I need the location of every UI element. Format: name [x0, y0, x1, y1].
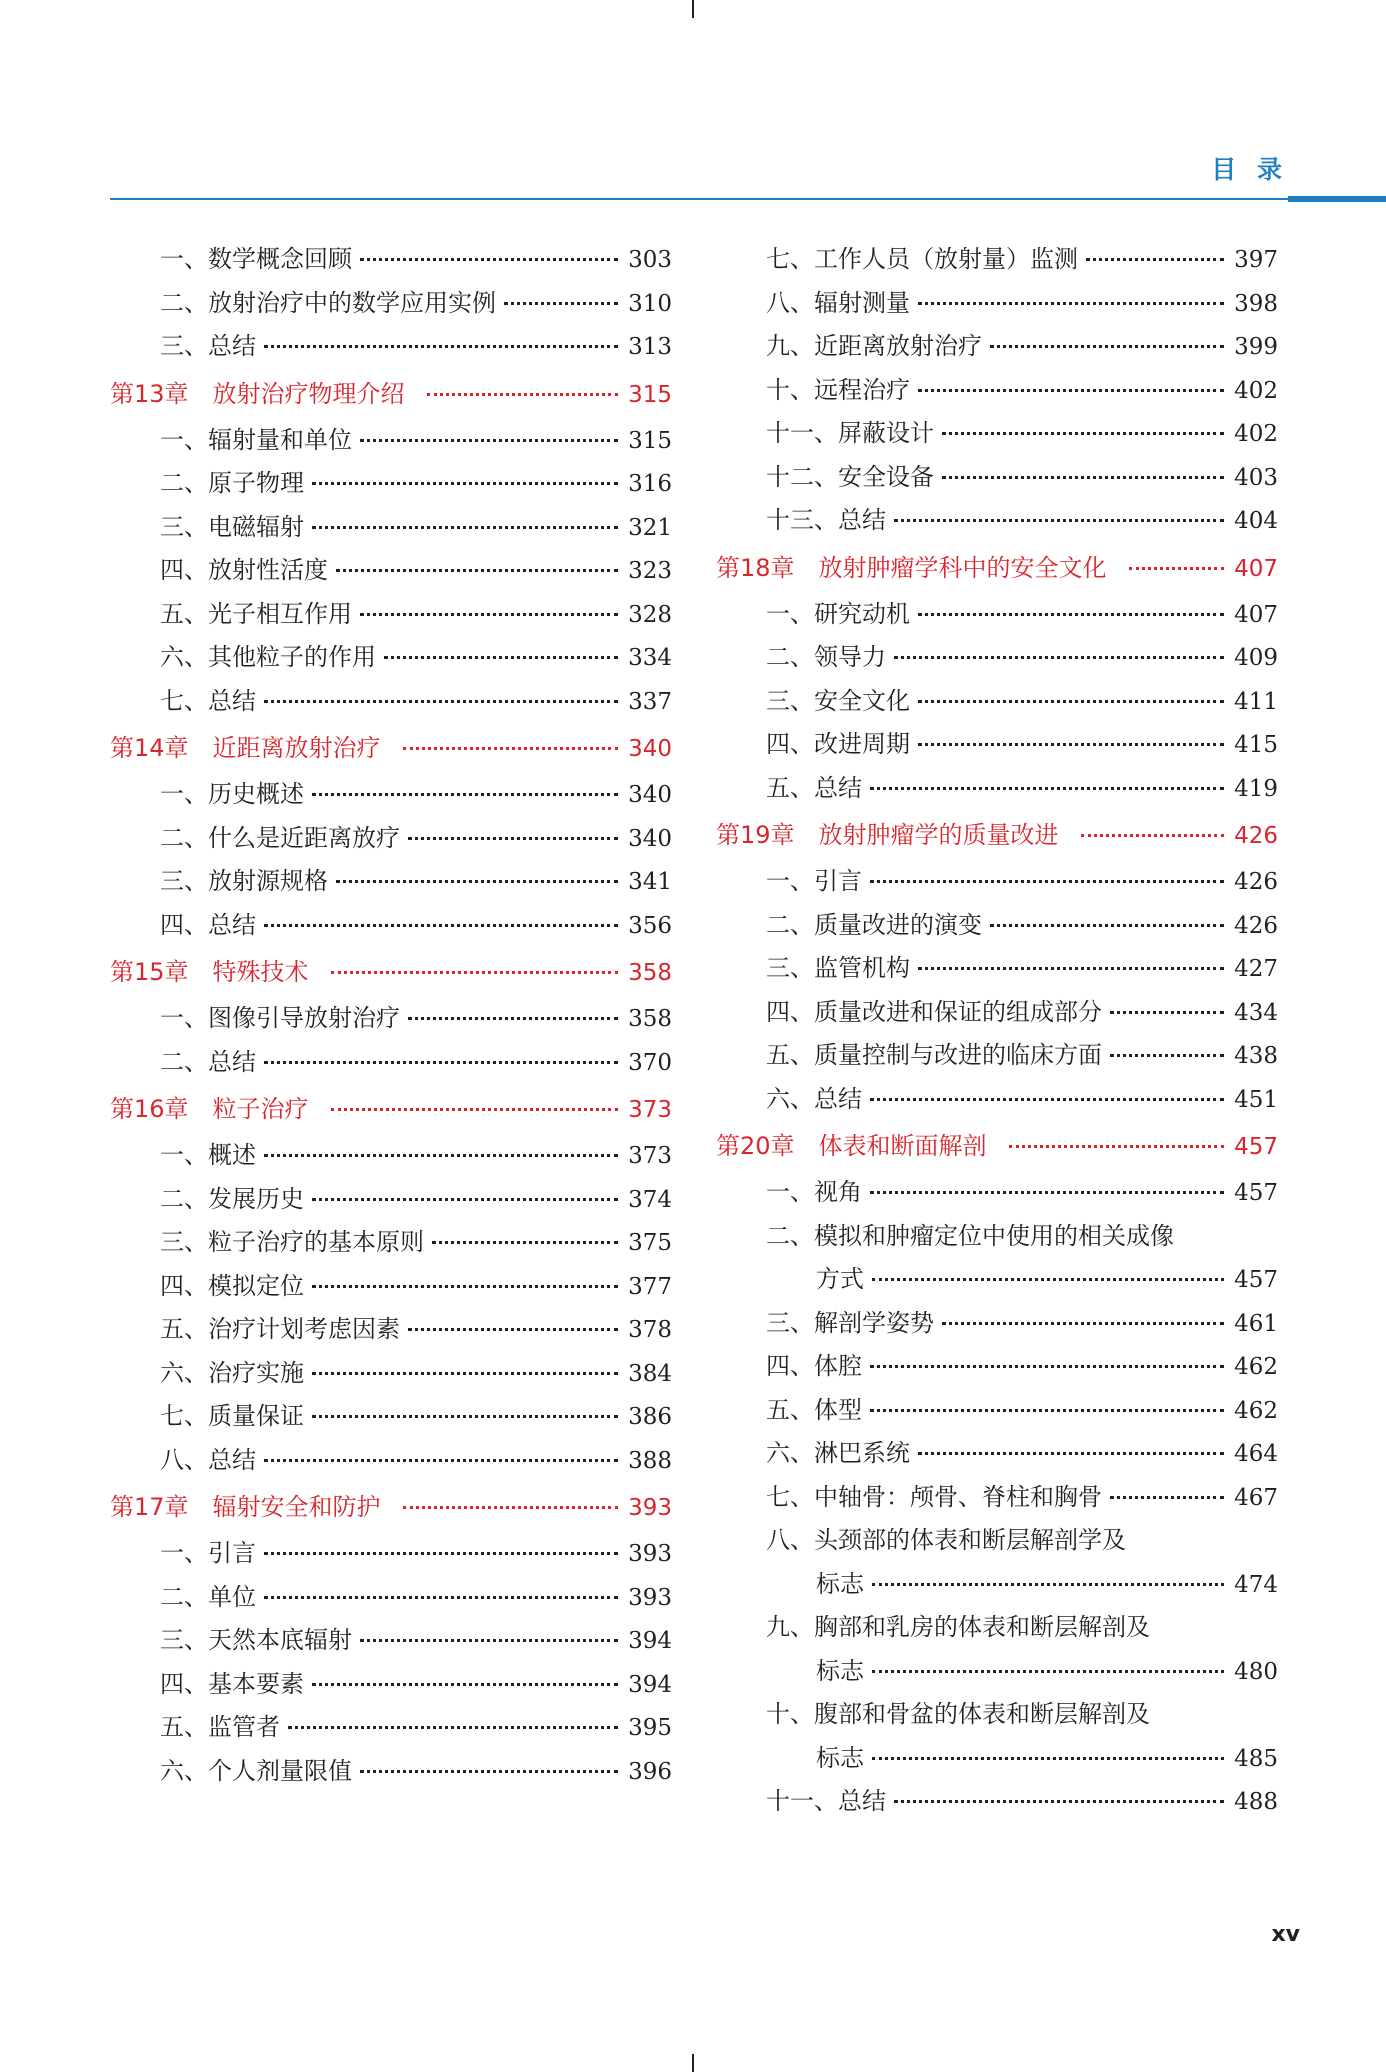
dot-leader — [408, 1017, 618, 1020]
dot-leader — [403, 747, 618, 750]
toc-section-entry — [110, 325, 672, 369]
page-ref: 340 — [628, 782, 672, 808]
toc-section-entry — [110, 419, 672, 463]
section-title: 十一、屏蔽设计 — [766, 419, 934, 447]
section-title: 一、历史概述 — [160, 780, 304, 808]
crop-mark-bottom — [692, 2054, 694, 2072]
dot-leader — [872, 1757, 1224, 1760]
toc-chapter-entry — [716, 810, 1278, 860]
toc-section-entry-wrapped — [716, 1519, 1278, 1563]
page-ref: 426 — [1234, 823, 1278, 849]
header-rule — [110, 198, 1386, 200]
toc-section-entry — [110, 1663, 672, 1707]
toc-section-entry — [110, 860, 672, 904]
toc-section-entry — [716, 947, 1278, 991]
toc-section-entry — [110, 1395, 672, 1439]
dot-leader — [331, 1108, 618, 1111]
toc-section-entry — [716, 1345, 1278, 1389]
page-ref: 358 — [628, 1006, 672, 1032]
section-title: 二、什么是近距离放疗 — [160, 823, 400, 852]
page-ref: 384 — [628, 1360, 672, 1387]
toc-section-entry — [110, 1178, 672, 1222]
page-ref: 407 — [1234, 601, 1278, 628]
dot-leader — [918, 1452, 1224, 1455]
dot-leader — [264, 1061, 618, 1064]
page-ref: 396 — [628, 1758, 672, 1785]
page-ref: 394 — [628, 1671, 672, 1698]
dot-leader — [312, 482, 618, 485]
dot-leader — [942, 1322, 1224, 1325]
section-title: 六、淋巴系统 — [766, 1439, 910, 1467]
dot-leader — [360, 1639, 618, 1642]
page-ref: 315 — [628, 381, 672, 408]
crop-mark-top — [692, 0, 694, 18]
section-title: 五、总结 — [766, 773, 862, 802]
toc-section-entry-wrapped — [716, 1606, 1278, 1650]
section-title: 一、数学概念回顾 — [160, 245, 352, 273]
toc-section-entry — [110, 1439, 672, 1483]
section-title: 二、总结 — [160, 1047, 256, 1076]
section-title: 四、基本要素 — [160, 1669, 304, 1698]
page-ref: 394 — [628, 1628, 672, 1654]
section-title: 三、解剖学姿势 — [766, 1308, 934, 1337]
page-number: xv — [1271, 1922, 1300, 1947]
page-ref: 334 — [628, 645, 672, 671]
page-ref: 397 — [1234, 247, 1278, 273]
dot-leader — [384, 656, 618, 659]
dot-leader — [264, 1459, 618, 1462]
section-title: 二、放射治疗中的数学应用实例 — [160, 288, 496, 317]
toc-chapter-entry — [110, 1482, 672, 1532]
toc-left-column — [110, 238, 672, 1793]
page-ref: 399 — [1234, 334, 1278, 360]
toc-section-entry — [716, 1078, 1278, 1122]
dot-leader — [360, 613, 618, 616]
page-ref: 402 — [1234, 421, 1278, 447]
page-ref: 415 — [1234, 732, 1278, 758]
toc-section-entry — [716, 904, 1278, 948]
chapter-title: 放射治疗物理介绍 — [212, 379, 405, 408]
page-ref: 480 — [1234, 1658, 1278, 1685]
chapter-title: 辐射安全和防护 — [212, 1493, 381, 1521]
chapter-title: 放射肿瘤学科中的安全文化 — [818, 553, 1107, 582]
toc-section-entry — [716, 636, 1278, 680]
page-ref: 377 — [628, 1273, 672, 1300]
dot-leader — [1110, 1054, 1224, 1057]
toc-chapter-entry — [110, 369, 672, 419]
dot-leader — [312, 1285, 618, 1288]
toc-section-entry — [110, 680, 672, 724]
toc-section-entry-continuation — [716, 1650, 1278, 1694]
toc-section-entry — [110, 1221, 672, 1265]
page-ref: 411 — [1234, 688, 1278, 715]
page-ref: 457 — [1234, 1267, 1278, 1293]
page-ref: 374 — [628, 1186, 672, 1213]
toc-section-entry — [716, 282, 1278, 326]
page-ref: 426 — [1234, 869, 1278, 895]
page-ref: 404 — [1234, 508, 1278, 534]
toc-section-entry — [110, 1041, 672, 1085]
page-ref: 337 — [628, 688, 672, 715]
page-ref: 462 — [1234, 1397, 1278, 1424]
page-ref: 373 — [628, 1097, 672, 1123]
toc-section-entry — [716, 767, 1278, 811]
section-title: 四、体腔 — [766, 1352, 862, 1380]
dot-leader — [288, 1726, 618, 1729]
toc-section-entry — [716, 723, 1278, 767]
page-ref: 386 — [628, 1404, 672, 1430]
chapter-title: 体表和断面解剖 — [818, 1132, 987, 1160]
page-ref: 438 — [1234, 1043, 1278, 1069]
dot-leader — [870, 880, 1224, 883]
section-title: 一、辐射量和单位 — [160, 425, 352, 454]
section-title: 三、天然本底辐射 — [160, 1626, 352, 1654]
page-ref: 434 — [1234, 999, 1278, 1026]
section-title: 五、治疗计划考虑因素 — [160, 1315, 400, 1343]
toc-right-column — [716, 238, 1278, 1824]
chapter-title: 特殊技术 — [212, 958, 309, 986]
page-ref: 395 — [628, 1715, 672, 1741]
section-title: 三、电磁辐射 — [160, 512, 304, 541]
toc-section-entry — [110, 1352, 672, 1396]
page-ref: 427 — [1234, 956, 1278, 982]
page-ref: 457 — [1234, 1180, 1278, 1206]
toc-chapter-entry — [110, 723, 672, 773]
page-ref: 488 — [1234, 1789, 1278, 1815]
section-title: 一、概述 — [160, 1141, 256, 1169]
toc-section-entry — [110, 462, 672, 506]
page-ref: 315 — [628, 427, 672, 454]
dot-leader — [264, 345, 618, 348]
section-title: 五、体型 — [766, 1395, 862, 1424]
page-ref: 310 — [628, 290, 672, 317]
toc-section-entry — [110, 1265, 672, 1309]
section-title: 三、总结 — [160, 332, 256, 360]
page-ref: 457 — [1234, 1134, 1278, 1160]
dot-leader — [942, 432, 1224, 435]
toc-section-entry — [110, 817, 672, 861]
dot-leader — [870, 1191, 1224, 1194]
toc-section-entry — [110, 549, 672, 593]
page-ref: 451 — [1234, 1086, 1278, 1113]
page-ref: 407 — [1234, 555, 1278, 582]
dot-leader — [870, 787, 1224, 790]
section-title: 五、光子相互作用 — [160, 599, 352, 628]
running-header-title: 目 录 — [1211, 155, 1288, 184]
page-ref: 340 — [628, 825, 672, 852]
toc-section-entry-wrapped — [716, 1215, 1278, 1259]
dot-leader — [504, 302, 618, 305]
toc-section-entry — [716, 991, 1278, 1035]
page-ref: 356 — [628, 912, 672, 939]
toc-section-entry — [110, 1576, 672, 1620]
toc-section-entry — [110, 1619, 672, 1663]
section-title: 四、质量改进和保证的组成部分 — [766, 997, 1102, 1026]
section-title: 九、近距离放射治疗 — [766, 332, 982, 360]
section-title: 八、头颈部的体表和断层解剖学及 — [766, 1526, 1126, 1554]
toc-section-entry — [716, 412, 1278, 456]
toc-section-entry — [716, 456, 1278, 500]
toc-section-entry — [110, 904, 672, 948]
dot-leader — [264, 1552, 618, 1555]
dot-leader — [1086, 258, 1224, 261]
dot-leader — [312, 1372, 618, 1375]
section-title: 十、腹部和骨盆的体表和断层解剖及 — [766, 1700, 1150, 1728]
page-ref: 393 — [628, 1495, 672, 1521]
toc-chapter-entry — [716, 1121, 1278, 1171]
page-ref: 370 — [628, 1049, 672, 1076]
dot-leader — [360, 439, 618, 442]
section-title: 二、原子物理 — [160, 469, 304, 497]
page-ref: 426 — [1234, 912, 1278, 939]
section-title: 七、中轴骨：颅骨、脊柱和胸骨 — [766, 1482, 1102, 1511]
section-title: 三、放射源规格 — [160, 867, 328, 895]
section-title: 方式 — [816, 1265, 864, 1293]
section-title: 八、辐射测量 — [766, 288, 910, 317]
section-title: 一、研究动机 — [766, 599, 910, 628]
chapter-title: 近距离放射治疗 — [212, 734, 381, 762]
toc-section-entry-continuation — [716, 1737, 1278, 1781]
section-title: 五、质量控制与改进的临床方面 — [766, 1041, 1102, 1069]
toc-section-entry — [110, 282, 672, 326]
section-title: 十一、总结 — [766, 1787, 886, 1815]
section-title: 十三、总结 — [766, 506, 886, 534]
section-title: 六、总结 — [766, 1084, 862, 1113]
chapter-number: 第17章 — [110, 1493, 189, 1521]
dot-leader — [1110, 1011, 1224, 1014]
section-title: 二、模拟和肿瘤定位中使用的相关成像 — [766, 1221, 1174, 1250]
section-title: 四、改进周期 — [766, 730, 910, 758]
section-title: 三、监管机构 — [766, 954, 910, 982]
toc-section-entry — [716, 1780, 1278, 1824]
section-title: 一、图像引导放射治疗 — [160, 1004, 400, 1032]
section-title: 二、单位 — [160, 1582, 256, 1611]
section-title: 二、发展历史 — [160, 1184, 304, 1213]
dot-leader — [336, 569, 618, 572]
section-title: 五、监管者 — [160, 1713, 280, 1741]
section-title: 二、领导力 — [766, 643, 886, 671]
dot-leader — [312, 1683, 618, 1686]
dot-leader — [894, 656, 1224, 659]
dot-leader — [918, 700, 1224, 703]
toc-section-entry — [110, 636, 672, 680]
toc-section-entry — [110, 1706, 672, 1750]
section-title: 七、总结 — [160, 686, 256, 715]
dot-leader — [1081, 834, 1224, 837]
toc-section-entry — [716, 1302, 1278, 1346]
dot-leader — [408, 837, 618, 840]
page-ref: 341 — [628, 869, 672, 895]
section-title: 标志 — [816, 1569, 864, 1598]
toc-section-entry — [110, 1134, 672, 1178]
dot-leader — [403, 1506, 618, 1509]
page-ref: 375 — [628, 1230, 672, 1256]
dot-leader — [312, 1415, 618, 1418]
section-title: 九、胸部和乳房的体表和断层解剖及 — [766, 1613, 1150, 1641]
dot-leader — [312, 526, 618, 529]
dot-leader — [894, 519, 1224, 522]
dot-leader — [870, 1409, 1224, 1412]
page-ref: 321 — [628, 514, 672, 541]
dot-leader — [264, 924, 618, 927]
dot-leader — [870, 1098, 1224, 1101]
section-title: 四、放射性活度 — [160, 556, 328, 584]
toc-section-entry — [110, 773, 672, 817]
toc-section-entry — [110, 593, 672, 637]
section-title: 一、引言 — [766, 867, 862, 895]
page-ref: 398 — [1234, 290, 1278, 317]
dot-leader — [942, 476, 1224, 479]
section-title: 十二、安全设备 — [766, 462, 934, 491]
page-ref: 419 — [1234, 775, 1278, 802]
toc-section-entry — [716, 325, 1278, 369]
dot-leader — [312, 1198, 618, 1201]
dot-leader — [918, 613, 1224, 616]
page-ref: 303 — [628, 247, 672, 273]
page-ref: 328 — [628, 601, 672, 628]
toc-section-entry — [716, 1476, 1278, 1520]
chapter-number: 第13章 — [110, 379, 189, 408]
toc-section-entry — [716, 680, 1278, 724]
dot-leader — [264, 1154, 618, 1157]
section-title: 七、质量保证 — [160, 1402, 304, 1430]
toc-section-entry — [716, 238, 1278, 282]
dot-leader — [872, 1278, 1224, 1281]
toc-section-entry — [716, 499, 1278, 543]
page-ref: 316 — [628, 471, 672, 497]
toc-section-entry — [716, 1389, 1278, 1433]
section-title: 二、质量改进的演变 — [766, 910, 982, 939]
section-title: 三、粒子治疗的基本原则 — [160, 1228, 424, 1256]
chapter-number: 第20章 — [716, 1132, 795, 1160]
chapter-number: 第19章 — [716, 821, 795, 849]
page-ref: 393 — [628, 1584, 672, 1611]
dot-leader — [1110, 1496, 1224, 1499]
toc-section-entry — [716, 1034, 1278, 1078]
page-ref: 467 — [1234, 1484, 1278, 1511]
dot-leader — [408, 1328, 618, 1331]
section-title: 一、视角 — [766, 1178, 862, 1206]
dot-leader — [1129, 567, 1224, 570]
toc-chapter-entry — [716, 543, 1278, 593]
page-ref: 323 — [628, 558, 672, 584]
dot-leader — [990, 924, 1224, 927]
dot-leader — [427, 393, 618, 396]
section-title: 十、远程治疗 — [766, 375, 910, 404]
section-title: 八、总结 — [160, 1445, 256, 1474]
page-ref: 485 — [1234, 1745, 1278, 1772]
page-ref: 461 — [1234, 1310, 1278, 1337]
page-ref: 373 — [628, 1143, 672, 1169]
section-title: 标志 — [816, 1743, 864, 1772]
toc-section-entry — [110, 1308, 672, 1352]
page-ref: 393 — [628, 1541, 672, 1567]
section-title: 六、其他粒子的作用 — [160, 643, 376, 671]
toc-section-entry — [110, 997, 672, 1041]
page-ref: 474 — [1234, 1571, 1278, 1598]
section-title: 四、总结 — [160, 910, 256, 939]
toc-section-entry-continuation — [716, 1258, 1278, 1302]
dot-leader — [432, 1241, 618, 1244]
dot-leader — [872, 1670, 1224, 1673]
section-title: 三、安全文化 — [766, 686, 910, 715]
toc-section-entry — [110, 238, 672, 282]
toc-section-entry — [716, 860, 1278, 904]
dot-leader — [264, 1596, 618, 1599]
dot-leader — [264, 700, 618, 703]
page-ref: 462 — [1234, 1354, 1278, 1380]
page-ref: 340 — [628, 736, 672, 762]
dot-leader — [870, 1365, 1224, 1368]
chapter-title: 粒子治疗 — [212, 1095, 309, 1123]
section-title: 六、个人剂量限值 — [160, 1756, 352, 1785]
dot-leader — [918, 302, 1224, 305]
page-ref: 313 — [628, 334, 672, 360]
toc-section-entry-wrapped — [716, 1693, 1278, 1737]
page-ref: 409 — [1234, 645, 1278, 671]
page-ref: 402 — [1234, 377, 1278, 404]
dot-leader — [894, 1800, 1224, 1803]
dot-leader — [1009, 1145, 1224, 1148]
toc-section-entry-continuation — [716, 1563, 1278, 1607]
chapter-number: 第16章 — [110, 1095, 189, 1123]
page-ref: 388 — [628, 1447, 672, 1474]
dot-leader — [918, 967, 1224, 970]
dot-leader — [360, 258, 618, 261]
dot-leader — [331, 971, 618, 974]
section-title: 标志 — [816, 1656, 864, 1685]
chapter-number: 第14章 — [110, 734, 189, 762]
toc-section-entry — [110, 506, 672, 550]
toc-section-entry — [716, 1432, 1278, 1476]
chapter-number: 第15章 — [110, 958, 189, 986]
dot-leader — [312, 793, 618, 796]
section-title: 七、工作人员（放射量）监测 — [766, 245, 1078, 273]
toc-section-entry — [110, 1532, 672, 1576]
section-title: 一、引言 — [160, 1539, 256, 1567]
toc-chapter-entry — [110, 947, 672, 997]
section-title: 六、治疗实施 — [160, 1358, 304, 1387]
chapter-title: 放射肿瘤学的质量改进 — [818, 821, 1059, 849]
toc-section-entry — [110, 1750, 672, 1794]
toc-section-entry — [716, 369, 1278, 413]
page-ref: 358 — [628, 960, 672, 986]
section-title: 四、模拟定位 — [160, 1271, 304, 1300]
dot-leader — [918, 389, 1224, 392]
dot-leader — [360, 1770, 618, 1773]
header-rule-accent — [1288, 196, 1386, 202]
toc-section-entry — [716, 1171, 1278, 1215]
page-ref: 403 — [1234, 464, 1278, 491]
chapter-number: 第18章 — [716, 553, 795, 582]
dot-leader — [918, 743, 1224, 746]
toc-chapter-entry — [110, 1084, 672, 1134]
page-ref: 464 — [1234, 1441, 1278, 1467]
dot-leader — [336, 880, 618, 883]
page-ref: 378 — [628, 1317, 672, 1343]
toc-section-entry — [716, 593, 1278, 637]
dot-leader — [872, 1583, 1224, 1586]
dot-leader — [990, 345, 1224, 348]
